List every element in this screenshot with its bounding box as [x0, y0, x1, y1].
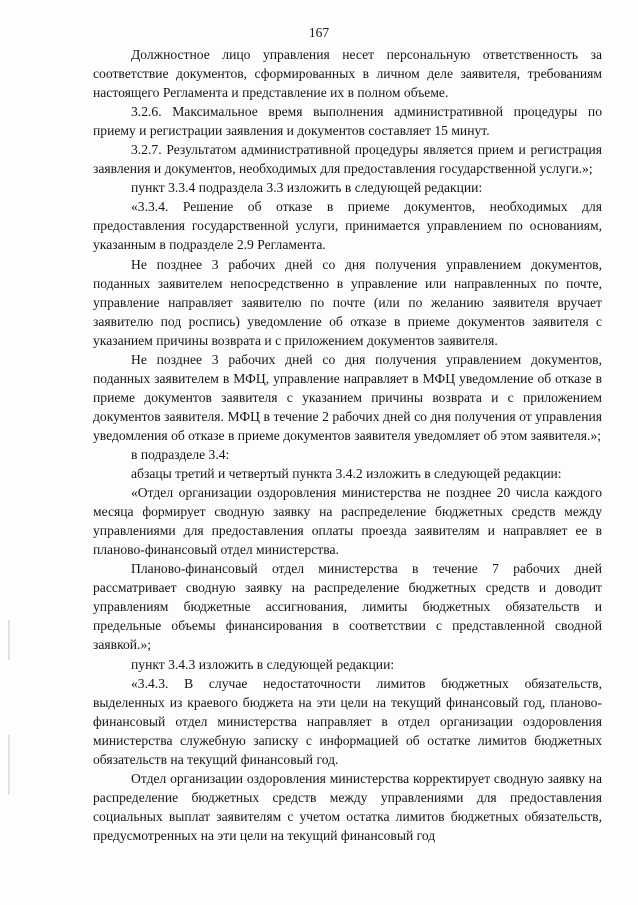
- paragraph: Отдел организации оздоровления министерства корректирует сводную заявку на распределение бюджетных средств между управлениями для предоставления социальных выплат заявителям с учетом остатка лимитов бюджетных обязательств, предусмотренных на эти цели на текущий финансовый год: [93, 770, 602, 843]
- scan-artifact: [8, 735, 10, 795]
- page-number: 167: [308, 25, 330, 40]
- paragraph: Должностное лицо управления несет персональную ответственность за соответствие документов, сформированных в личном деле заявителя, требованиям настоящего Регламента и представление их в полном объеме.: [93, 47, 602, 101]
- paragraph: Планово-финансовый отдел министерства в течение 7 рабочих дней рассматривает сводную заявку на распределение бюджетных средств и доводит управлениям бюджетные ассигнования, лимиты бюджетных обязательств и предельные объемы финансирования в соответствии с представленной сводной заявкой.»;: [93, 561, 602, 653]
- paragraph: 3.2.7. Результатом административной процедуры является прием и регистрация заявления и документов, необходимых для предоставления государственной услуги.»;: [93, 142, 602, 177]
- paragraph: Не позднее 3 рабочих дней со дня получения управлением документов, поданных заявителем непосредственно в управление или направленных по почте, управление направляет заявителю по почте (или по желанию заявителя вручает заявителю под роспись) уведомление об отказе в приеме документов заявителя с указанием причины возврата и с приложением документов заявителя.: [93, 256, 602, 348]
- paragraph: «3.3.4. Решение об отказе в приеме документов, необходимых для предоставления государственной услуги, принимается управлением по основаниям, указанным в подразделе 2.9 Регламента.: [93, 199, 602, 253]
- paragraph: абзацы третий и четвертый пункта 3.4.2 изложить в следующей редакции:: [131, 466, 562, 482]
- scan-artifact: [8, 620, 10, 660]
- paragraph: «3.4.3. В случае недостаточности лимитов бюджетных обязательств, выделенных из краевого бюджета на эти цели на текущий финансовый год, планово-финансовый отдел министерства направляет в отдел организации оздоровления министерства служебную записку с информацией об остатке лимитов бюджетных обязательств на текущий финансовый год.: [93, 675, 602, 767]
- paragraph: 3.2.6. Максимальное время выполнения административной процедуры по приему и регистрации заявления и документов составляет 15 минут.: [93, 104, 602, 139]
- paragraph: пункт 3.3.4 подраздела 3.3 изложить в следующей редакции:: [131, 180, 483, 196]
- document-body: [93, 45, 602, 845]
- paragraph: «Отдел организации оздоровления министерства не позднее 20 числа каждого месяца формирует сводную заявку на распределение бюджетных средств между управлениями для предоставления оплаты проезда заявителям и направляет ее в планово-финансовый отдел министерства.: [93, 485, 602, 558]
- paragraph: пункт 3.4.3 изложить в следующей редакции:: [131, 656, 395, 672]
- paragraph: Не позднее 3 рабочих дней со дня получения управлением документов, поданных заявителем в МФЦ, управление направляет в МФЦ уведомление об отказе в приеме документов заявителя с указанием причины возврата и с приложением документов заявителя. МФЦ в течение 2 рабочих дней со дня получения от управления уведомления об отказе в приеме документов заявителя уведомляет об этом заявителя.»;: [93, 351, 602, 443]
- paragraph: в подразделе 3.4:: [131, 446, 230, 462]
